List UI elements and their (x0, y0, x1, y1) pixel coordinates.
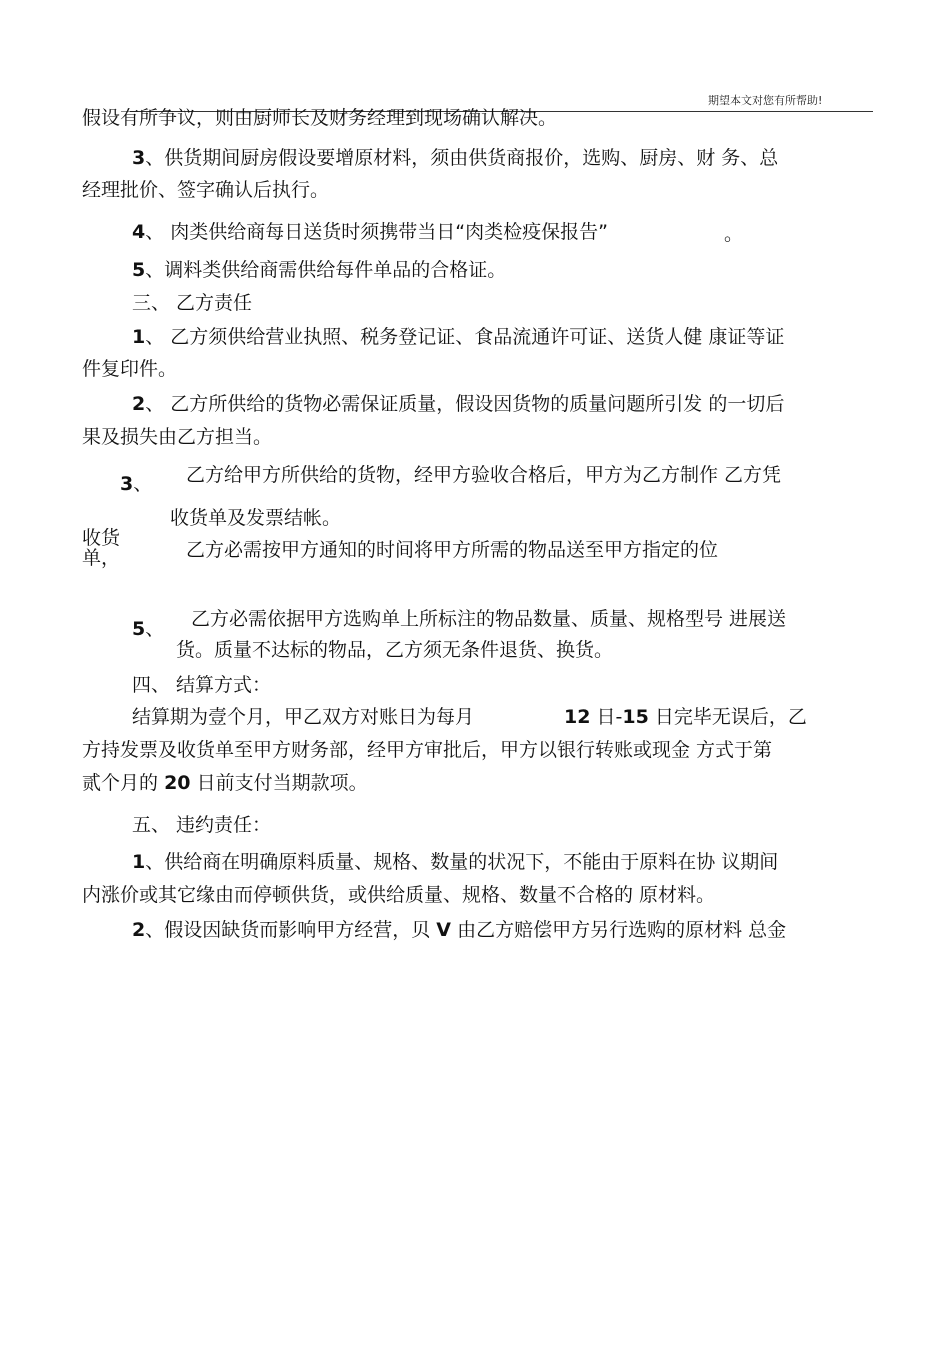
clause-text: 、调料类供给商需供给每件单品的合格证。 (145, 259, 507, 281)
duty-3-line-1: 乙方给甲方所供给的货物，经甲方验收合格后，甲方为乙方制作 乙方凭 (186, 464, 782, 486)
settlement-text: 日- (596, 706, 623, 728)
day-number: 20 (164, 772, 191, 794)
settlement-line-3 (82, 771, 368, 795)
day-number: 12 (564, 706, 591, 728)
settlement-text: 日前支付当期款项。 (196, 772, 368, 794)
section-heading-5: 五、 违约责任： (132, 814, 272, 836)
settlement-text: 贰个月的 (82, 772, 159, 794)
clause-number: 3 (120, 473, 134, 495)
clause-3-line-1 (132, 146, 778, 170)
settlement-text: 日完毕无误后，乙 (654, 706, 807, 728)
breach-1-line-2: 内涨价或其它缘由而停顿供货，或供给质量、规格、数量不合格的 原材料。 (82, 884, 716, 906)
clause-separator: 、 (145, 618, 165, 640)
clause-text: 、供给商在明确原料质量、规格、数量的状况下，不能由于原料在协 议期间 (145, 851, 779, 873)
clause-number: 2 (132, 919, 146, 941)
clause-4-line (132, 220, 608, 244)
clause-number: 3 (132, 147, 146, 169)
clause-number: 4 (132, 221, 146, 243)
duty-5-number (132, 617, 164, 641)
clause-text: 、 乙方所供给的货物必需保证质量，假设因货物的质量问题所引发 的一切后 (145, 393, 785, 415)
day-number: 15 (622, 706, 649, 728)
breach-1-line-1 (132, 850, 778, 874)
duty-2-line-1 (132, 392, 784, 416)
clause-number: 1 (132, 326, 146, 348)
duty-2-line-2: 果及损失由乙方担当。 (82, 426, 273, 448)
duty-3-number (120, 472, 152, 496)
settlement-line-2: 方持发票及收货单至甲方财务部，经甲方审批后，甲方以银行转账或现金 方式于第 (82, 739, 773, 761)
header-note: 期望本文对您有所帮助! (708, 94, 823, 107)
duty-1-line-1 (132, 325, 784, 349)
duty-3-side-text-1: 收货 (82, 527, 121, 549)
clause-separator: 、 (133, 473, 153, 495)
duty-3-line-2: 收货单及发票结帐。 (170, 507, 342, 529)
clause-number: 5 (132, 259, 146, 281)
breach-2-line-1 (132, 918, 786, 942)
settlement-line-1b (564, 705, 807, 729)
clause-number: 1 (132, 851, 146, 873)
clause-4-period: 。 (724, 223, 744, 245)
settlement-line-1a: 结算期为壹个月，甲乙双方对账日为每月 (132, 706, 475, 728)
duty-4-line: 乙方必需按甲方通知的时间将甲方所需的物品送至甲方指定的位 (186, 539, 719, 561)
clause-3-line-2: 经理批价、签字确认后执行。 (82, 179, 330, 201)
paragraph-line: 假设有所争议，则由厨师长及财务经理到现场确认解决。 (82, 107, 558, 129)
clause-text: 、供货期间厨房假设要增原材料，须由供货商报价，选购、厨房、财 务、总 (145, 147, 779, 169)
clause-text: 、 乙方须供给营业执照、税务登记证、食品流通许可证、送货人健 康证等证 (145, 326, 785, 348)
clause-5-line (132, 258, 506, 282)
clause-text: 、假设因缺货而影响甲方经营，贝 (145, 919, 431, 941)
duty-3-side-text-2: 单， (82, 547, 121, 569)
clause-number: 5 (132, 618, 146, 640)
duty-5-line-2: 货。质量不达标的物品，乙方须无条件退货、换货。 (176, 639, 614, 661)
section-heading-3: 三、 乙方责任 (132, 292, 253, 314)
clause-letter: V (436, 919, 452, 941)
duty-5-line-1: 乙方必需依据甲方选购单上所标注的物品数量、质量、规格型号 进展送 (191, 608, 787, 630)
clause-text: 由乙方赔偿甲方另行选购的原材料 总金 (457, 919, 787, 941)
clause-text: 、 肉类供给商每日送货时须携带当日“肉类检疫保报告” (145, 221, 608, 243)
duty-1-line-2: 件复印件。 (82, 358, 178, 380)
section-heading-4: 四、 结算方式： (132, 674, 272, 696)
clause-number: 2 (132, 393, 146, 415)
